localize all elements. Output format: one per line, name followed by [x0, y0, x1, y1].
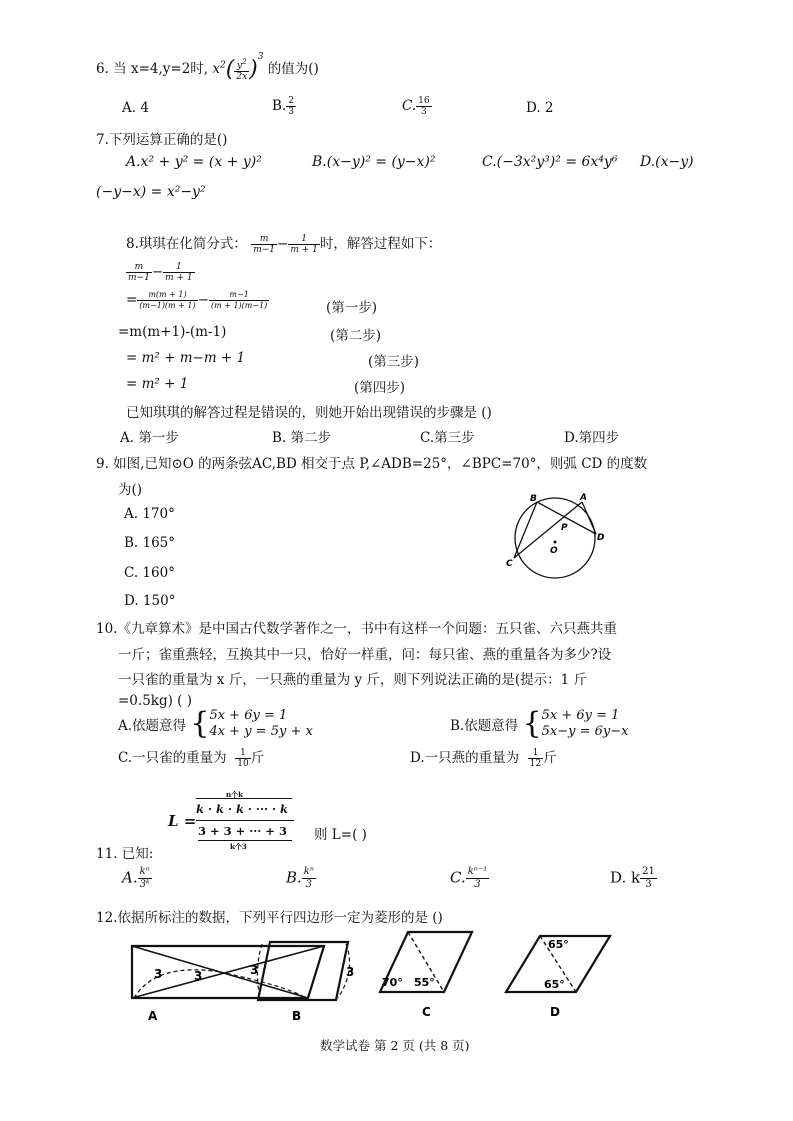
q7-option-a[interactable]: A.x² + y² = (x + y)² [126, 154, 262, 170]
q10-option-a[interactable]: A.依题意得 {5x + 6y = 1 4x + y = 5y + x [118, 706, 313, 741]
q12-label-d: D [550, 1005, 560, 1019]
q10-option-c[interactable]: C.一只雀的重量为 $\frac{1}{10}$ 斤 [118, 748, 265, 769]
q11-option-d[interactable]: D. k $\frac{21}{3}$ [610, 866, 655, 890]
q7-option-b[interactable]: B.(x−y)² = (y−x)² [312, 154, 436, 170]
q11-numerator: k · k · k · ··· · k [196, 802, 288, 816]
q11-option-a[interactable]: A. $\frac{\text{kⁿ}}{\text{3ᵏ}}$ [122, 866, 150, 890]
q8-step4: (第四步) [354, 380, 406, 396]
q11-bottom-brace [198, 840, 292, 841]
q12-figure-d[interactable] [506, 936, 610, 1019]
q12-figure-c-angle1: 70° [382, 976, 403, 989]
q7-option-d[interactable]: D.(x−y) [640, 154, 694, 170]
q6-option-d[interactable]: D. 2 [526, 100, 554, 116]
q11-l-formula [168, 790, 298, 852]
q8-question: 已知琪琪的解答过程是错误的，则她开始出现错误的步骤是 () [126, 405, 492, 421]
q12-label-a: A [148, 1009, 158, 1023]
q12-figure-a-mark: 3 [154, 967, 163, 981]
q7-option-c[interactable]: C.(−3x²y³)² = 6x⁴y⁶ [482, 154, 618, 170]
q9-label-b: B [530, 494, 537, 504]
q8-step2: (第二步) [330, 328, 382, 344]
q8-option-d[interactable]: D.第四步 [564, 430, 620, 446]
q11-then: 则 L=( ) [314, 827, 367, 843]
q10-line2: 一斤；雀重燕轻，互换其中一只，恰好一样重，问：每只雀、燕的重量各为多少?设 [118, 647, 612, 663]
q6-option-a[interactable]: A. 4 [122, 100, 149, 116]
q10-option-d[interactable]: D.一只燕的重量为 $\frac{1}{12}$ 斤 [410, 748, 557, 769]
q9-option-c[interactable]: C. 160° [124, 565, 175, 581]
q11-given: 11. 已知: [96, 846, 154, 862]
q9-label-d: D [597, 533, 605, 543]
q8-line4: = m² + 1 [126, 376, 189, 392]
q8-line1: = $\frac{m(m + 1)}{(m-1)(m + 1)}$ − $\frac{m-1}{(m + 1)(m-1)}$ [126, 290, 268, 310]
q7-option-d-continued: (−y−x) = x²−y² [96, 184, 206, 200]
page-footer: 数学试卷 第 2 页 (共 8 页) [320, 1038, 470, 1053]
q6-option-b[interactable]: B. $\frac{2}{3}$ [272, 96, 294, 117]
q9-label-c: C [506, 559, 513, 569]
q10-line3: 一只雀的重量为 x 斤，一只燕的重量为 y 斤，则下列说法正确的是(提示：1 斤 [118, 672, 588, 688]
q8-option-b[interactable]: B. 第二步 [272, 430, 332, 446]
q12-figures [120, 928, 640, 1024]
q6-expr: $x^2$( $\frac{y^2}{2x}$ )$^3$ [212, 52, 264, 82]
q9-label-p: P [561, 523, 568, 533]
q12-figure-a-mark-2: 3 [194, 969, 203, 983]
q11-top-brace [196, 798, 292, 799]
q11-denominator: 3 + 3 + ··· + 3 [198, 824, 287, 838]
q12-stem: 12.依据所标注的数据，下列平行四边形一定为菱形的是 () [96, 910, 443, 926]
q9-stem-line2: 为() [118, 482, 143, 498]
q12-figure-c[interactable] [380, 932, 472, 1019]
q9-option-b[interactable]: B. 165° [124, 535, 176, 551]
q10-option-b[interactable]: B.依题意得 {5x + 6y = 1 5x−y = 6y−x [450, 706, 629, 741]
q9-label-o: O [550, 546, 558, 556]
q12-figure-b-mark-2: 3 [346, 965, 355, 979]
q8-stem: 8.琪琪在化简分式： $\frac{m}{m-1}$ − $\frac{1}{m + 1}$ 时，解答过程如下： [126, 234, 442, 255]
q12-label-b: B [292, 1009, 302, 1023]
q11-option-b[interactable]: B. $\frac{\text{kⁿ}}{3}$ [286, 866, 314, 890]
q8-option-c[interactable]: C.第三步 [420, 430, 475, 446]
q8-step1: (第一步) [326, 300, 378, 316]
q8-line3: = m² + m−m + 1 [126, 350, 246, 366]
q6-option-c[interactable]: C. $\frac{16}{3}$ [402, 96, 430, 117]
q11-bottom-count: k个3 [230, 842, 247, 851]
q12-figure-d-angle1: 65° [548, 938, 569, 951]
q8-option-a[interactable]: A. 第一步 [120, 430, 179, 446]
q12-figure-c-angle2: 55° [414, 976, 435, 989]
q6-stem: 6. 当 x=4,y=2时, $x^2$( $\frac{y^2}{2x}$ )$^3$ 的值为() [96, 52, 319, 82]
q8-line2: =m(m+1)-(m-1) [118, 324, 227, 340]
q11-fraction-bar [196, 820, 294, 821]
q8-line0: $\frac{m}{m-1}$ − $\frac{1}{m + 1}$ [128, 262, 193, 283]
q12-label-c: C [422, 1005, 431, 1019]
q10-line1: 10.《九章算术》是中国古代数学著作之一，书中有这样一个问题：五只雀、六只燕共重 [96, 621, 617, 637]
q12-figure-b-mark: 3 [250, 963, 259, 977]
q9-option-d[interactable]: D. 150° [124, 593, 176, 609]
q11-top-count: n个k [226, 790, 243, 799]
q11-option-c[interactable]: C. $\frac{\text{kⁿ⁻¹}}{3}$ [450, 866, 488, 890]
q12-figure-b[interactable] [250, 942, 354, 1023]
q9-stem-line1: 9. 如图,已知⊙O 的两条弦AC,BD 相交于点 P,∠ADB=25°，∠BPC=70°，则弧 CD 的度数 [96, 456, 648, 472]
q9-option-a[interactable]: A. 170° [124, 506, 175, 522]
q7-stem: 7.下列运算正确的是() [96, 132, 228, 148]
q9-circle-figure [500, 490, 610, 580]
q8-step3: (第三步) [368, 354, 420, 370]
q9-label-a: A [580, 493, 587, 503]
q12-figure-d-angle2: 65° [544, 978, 565, 991]
q10-line4: =0.5kg) ( ) [118, 693, 192, 709]
q11-l-label: L = [168, 812, 197, 830]
